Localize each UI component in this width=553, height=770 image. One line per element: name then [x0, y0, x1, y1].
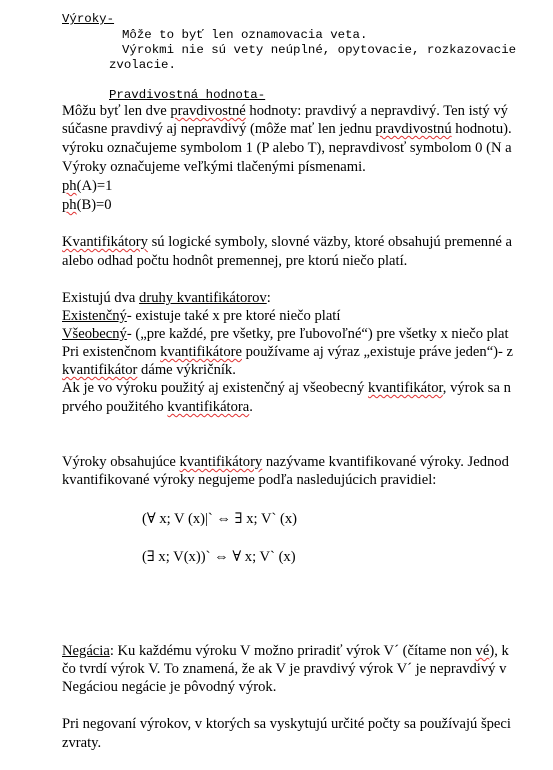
druhy-line-7: prvého použitého kvantifikátora.	[62, 399, 253, 415]
ph-b-line: ph(B)=0	[62, 197, 112, 213]
druhy-line-2: Existenčný- existuje také x pre ktoré niečo platí	[62, 308, 341, 324]
negacia-line-2: čo tvrdí výrok V. To znamená, že ak V je pravdivý výrok V´ je nepravdivý v	[62, 661, 507, 677]
pravdivostna-line-4: Výroky označujeme veľkými tlačenými písmenami.	[62, 159, 366, 175]
vyroky-line-2: Výrokmi nie sú vety neúplné, opytovacie, rozkazovacie	[122, 43, 517, 57]
negacia-line-3: Negáciou negácie je pôvodný výrok.	[62, 679, 277, 695]
pravdivostna-line-1: Môžu byť len dve pravdivostné hodnoty: pravdivý a nepravdivý. Ten istý vý	[62, 103, 508, 119]
druhy-line-4: Pri existenčnom kvantifikátore používame aj výraz „existuje práve jeden“)- z	[62, 344, 514, 360]
kvantifikatory-line-1: Kvantifikátory sú logické symboly, slovné väzby, ktoré obsahujú premenné a	[62, 234, 513, 250]
pravdivostna-line-2: súčasne pravdivý aj nepravdivý (môže mať len jednu pravdivostnú hodnotu).	[62, 121, 512, 137]
negation-rule-formula-2: (∃ x; V(x))` ⇔ ∀ x; V` (x)	[142, 549, 296, 565]
druhy-line-3: Všeobecný- („pre každé, pre všetky, pre ľubovoľné“) pre všetky x niečo plat	[62, 326, 509, 342]
kvantifikovane-line-1: Výroky obsahujúce kvantifikátory nazývame kvantifikované výroky. Jednod	[62, 454, 509, 470]
negacia-line-1: Negácia: Ku každému výroku V možno priradiť výrok V´ (čítame non vé), k	[62, 643, 509, 659]
pravdivostna-line-3: výroku označujeme symbolom 1 (P alebo T), nepravdivosť symbolom 0 (N a	[62, 140, 512, 156]
negation-rule-formula-1: (∀ x; V (x)|` ⇔ ∃ x; V` (x)	[142, 511, 298, 527]
kvantifikovane-line-2: kvantifikované výroky negujeme podľa nasledujúcich pravidiel:	[62, 472, 437, 488]
pravdivostna-heading: Pravdivostná hodnota-	[109, 88, 266, 102]
negacia-line-5: zvraty.	[62, 735, 102, 751]
negacia-line-4: Pri negovaní výrokov, v ktorých sa vyskytujú určité počty sa používajú špeci	[62, 716, 511, 732]
druhy-line-5: kvantifikátor dáme výkričník.	[62, 362, 236, 378]
vyroky-line-3: zvolacie.	[109, 58, 176, 72]
vyroky-line-1: Môže to byť len oznamovacia veta.	[122, 28, 368, 42]
kvantifikatory-line-2: alebo odhad počtu hodnôt premennej, pre ktorú niečo platí.	[62, 253, 408, 269]
druhy-line-1: Existujú dva druhy kvantifikátorov:	[62, 290, 271, 306]
druhy-line-6: Ak je vo výroku použitý aj existenčný aj všeobecný kvantifikátor, výrok sa n	[62, 380, 511, 396]
vyroky-heading: Výroky-	[62, 12, 115, 26]
ph-a-line: ph(A)=1	[62, 178, 113, 194]
